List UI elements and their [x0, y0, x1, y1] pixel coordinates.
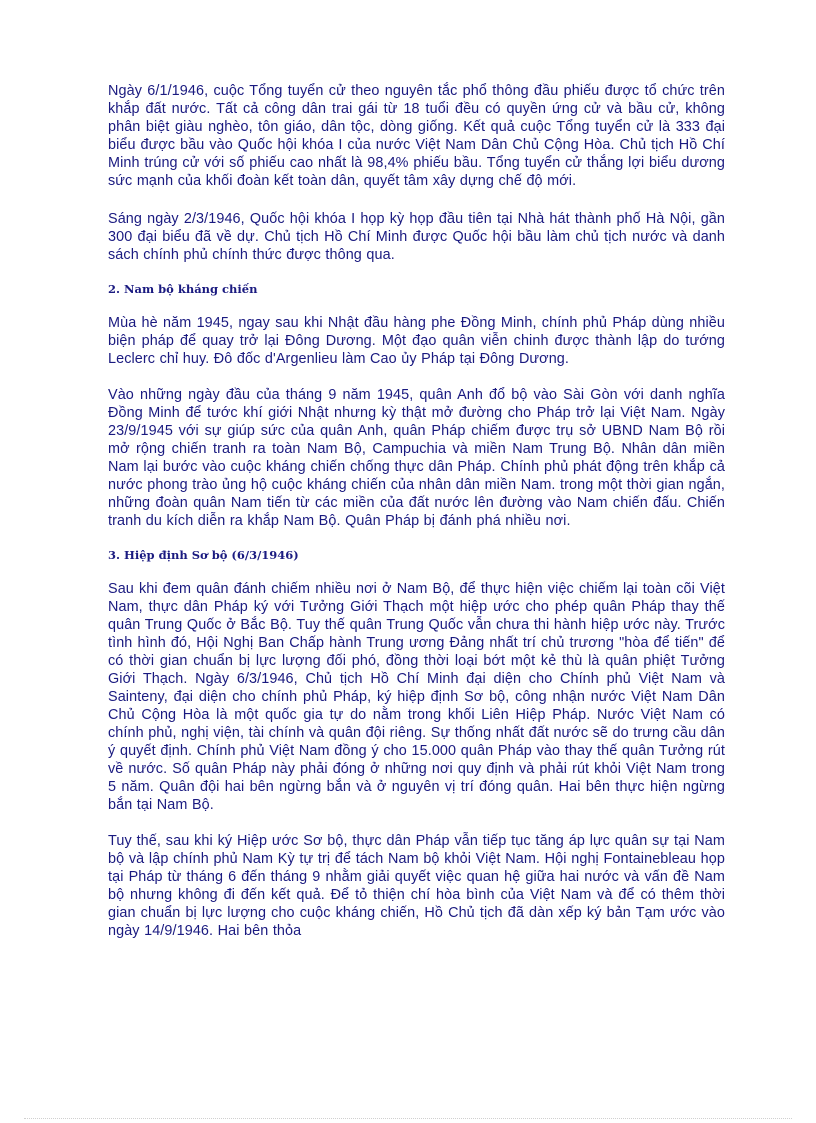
paragraph-southern-resistance: Vào những ngày đầu của tháng 9 năm 1945, quân Anh đổ bộ vào Sài Gòn với danh nghĩa Đồng Minh để tước khí giới Nhật nhưng kỳ thật mở đường cho Pháp trở lại Việt Nam. Ngày 23/9/1945 với sự giúp sức của quân Anh, quân Pháp chiếm được trụ sở UBND Nam Bộ rồi mở rộng chiến tranh ra toàn Nam Bộ, Campuchia và miền Nam Trung Bộ. Nhân dân miền Nam lại bước vào cuộc kháng chiến chống thực dân Pháp. Chính phủ phát động trên khắp cả nước phong trào ủng hộ cuộc kháng chiến của nhân dân miền Nam. trong một thời gian ngắn, những đoàn quân Nam tiến từ các miền của đất nước lên đường vào Nam chiến đấu. Chiến tranh du kích diễn ra khắp Nam Bộ. Quân Pháp bị đánh phá nhiều nơi. — [108, 387, 725, 529]
paragraph-general-election: Ngày 6/1/1946, cuộc Tổng tuyển cử theo nguyên tắc phổ thông đầu phiếu được tổ chức trên khắp đất nước. Tất cả công dân trai gái từ 18 tuổi đều có quyền ứng cử và bầu cử, không phân biệt giàu nghèo, tôn giáo, dân tộc, dòng giống. Kết quả cuộc Tổng tuyển cử là 333 đại biểu được bầu vào Quốc hội khóa I của nước Việt Nam Dân Chủ Cộng Hòa. Chủ tịch Hồ Chí Minh trúng cử với số phiếu cao nhất là 98,4% phiếu bầu. Tổng tuyển cử thắng lợi biểu dương sức mạnh của khối đoàn kết toàn dân, quyết tâm xây dựng chế độ mới. — [108, 83, 725, 189]
page-bottom-divider — [24, 1118, 792, 1119]
section-heading-preliminary-agreement: 3. Hiệp định Sơ bộ (6/3/1946) — [108, 548, 299, 562]
section-heading-nam-bo: 2. Nam bộ kháng chiến — [108, 282, 258, 296]
paragraph-french-return: Mùa hè năm 1945, ngay sau khi Nhật đầu hàng phe Đồng Minh, chính phủ Pháp dùng nhiều biện pháp để quay trở lại Đông Dương. Một đạo quân viễn chinh được thành lập do tướng Leclerc chỉ huy. Đô đốc d'Argenlieu làm Cao ủy Pháp tại Đông Dương. — [108, 315, 725, 367]
document-body — [108, 82, 725, 958]
paragraph-fontainebleau: Tuy thế, sau khi ký Hiệp ước Sơ bộ, thực dân Pháp vẫn tiếp tục tăng áp lực quân sự tại Nam bộ và lập chính phủ Nam Kỳ tự trị để tách Nam bộ khỏi Việt Nam. Hội nghị Fontainebleau họp tại Pháp từ tháng 6 đến tháng 9 nhằm giải quyết việc quan hệ giữa hai nước và vấn đề Nam bộ nhưng không đi đến kết quả. Để tỏ thiện chí hòa bình của Việt Nam và để có thêm thời gian chuẩn bị lực lượng cho cuộc kháng chiến, Hồ Chủ tịch đã dàn xếp ký bản Tạm ước vào ngày 14/9/1946. Hai bên thỏa — [108, 833, 725, 939]
paragraph-first-national-assembly: Sáng ngày 2/3/1946, Quốc hội khóa I họp kỳ họp đầu tiên tại Nhà hát thành phố Hà Nội, gần 300 đại biểu đã về dự. Chủ tịch Hồ Chí Minh được Quốc hội bầu làm chủ tịch nước và danh sách chính phủ chính thức được thông qua. — [108, 211, 725, 263]
paragraph-preliminary-agreement: Sau khi đem quân đánh chiếm nhiều nơi ở Nam Bộ, để thực hiện việc chiếm lại toàn cõi Việt Nam, thực dân Pháp ký với Tưởng Giới Thạch một hiệp ước cho phép quân Pháp thay thế quân Trung Quốc ở Bắc Bộ. Tuy thế quân Trung Quốc vẫn chưa thi hành hiệp ước này. Trước tình hình đó, Hội Nghị Ban Chấp hành Trung ương Đảng nhất trí chủ trương "hòa để tiến" để có thời gian chuẩn bị lực lượng đối phó, đồng thời loại bớt một kẻ thù là quân phiệt Tưởng Giới Thạch. Ngày 6/3/1946, Chủ tịch Hồ Chí Minh đại diện cho Chính phủ Việt Nam và Sainteny, đại diện cho chính phủ Pháp, ký hiệp định Sơ bộ, công nhận nước Việt Nam Dân Chủ Cộng Hòa là một quốc gia tự do nằm trong khối Liên Hiệp Pháp. Nước Việt Nam có chính phủ, nghị viện, tài chính và quân đội riêng. Sự thống nhất đất nước sẽ do trưng cầu dân ý quyết định. Chính phủ Việt Nam đồng ý cho 15.000 quân Pháp vào thay thế quân Tưởng rút về nước. Số quân Pháp này phải đóng ở những nơi quy định và phải rút khỏi Việt Nam trong 5 năm. Quân đội hai bên ngừng bắn và ở nguyên vị trí đóng quân. Hai bên thực hiện ngừng bắn tại Nam Bộ. — [108, 581, 725, 813]
